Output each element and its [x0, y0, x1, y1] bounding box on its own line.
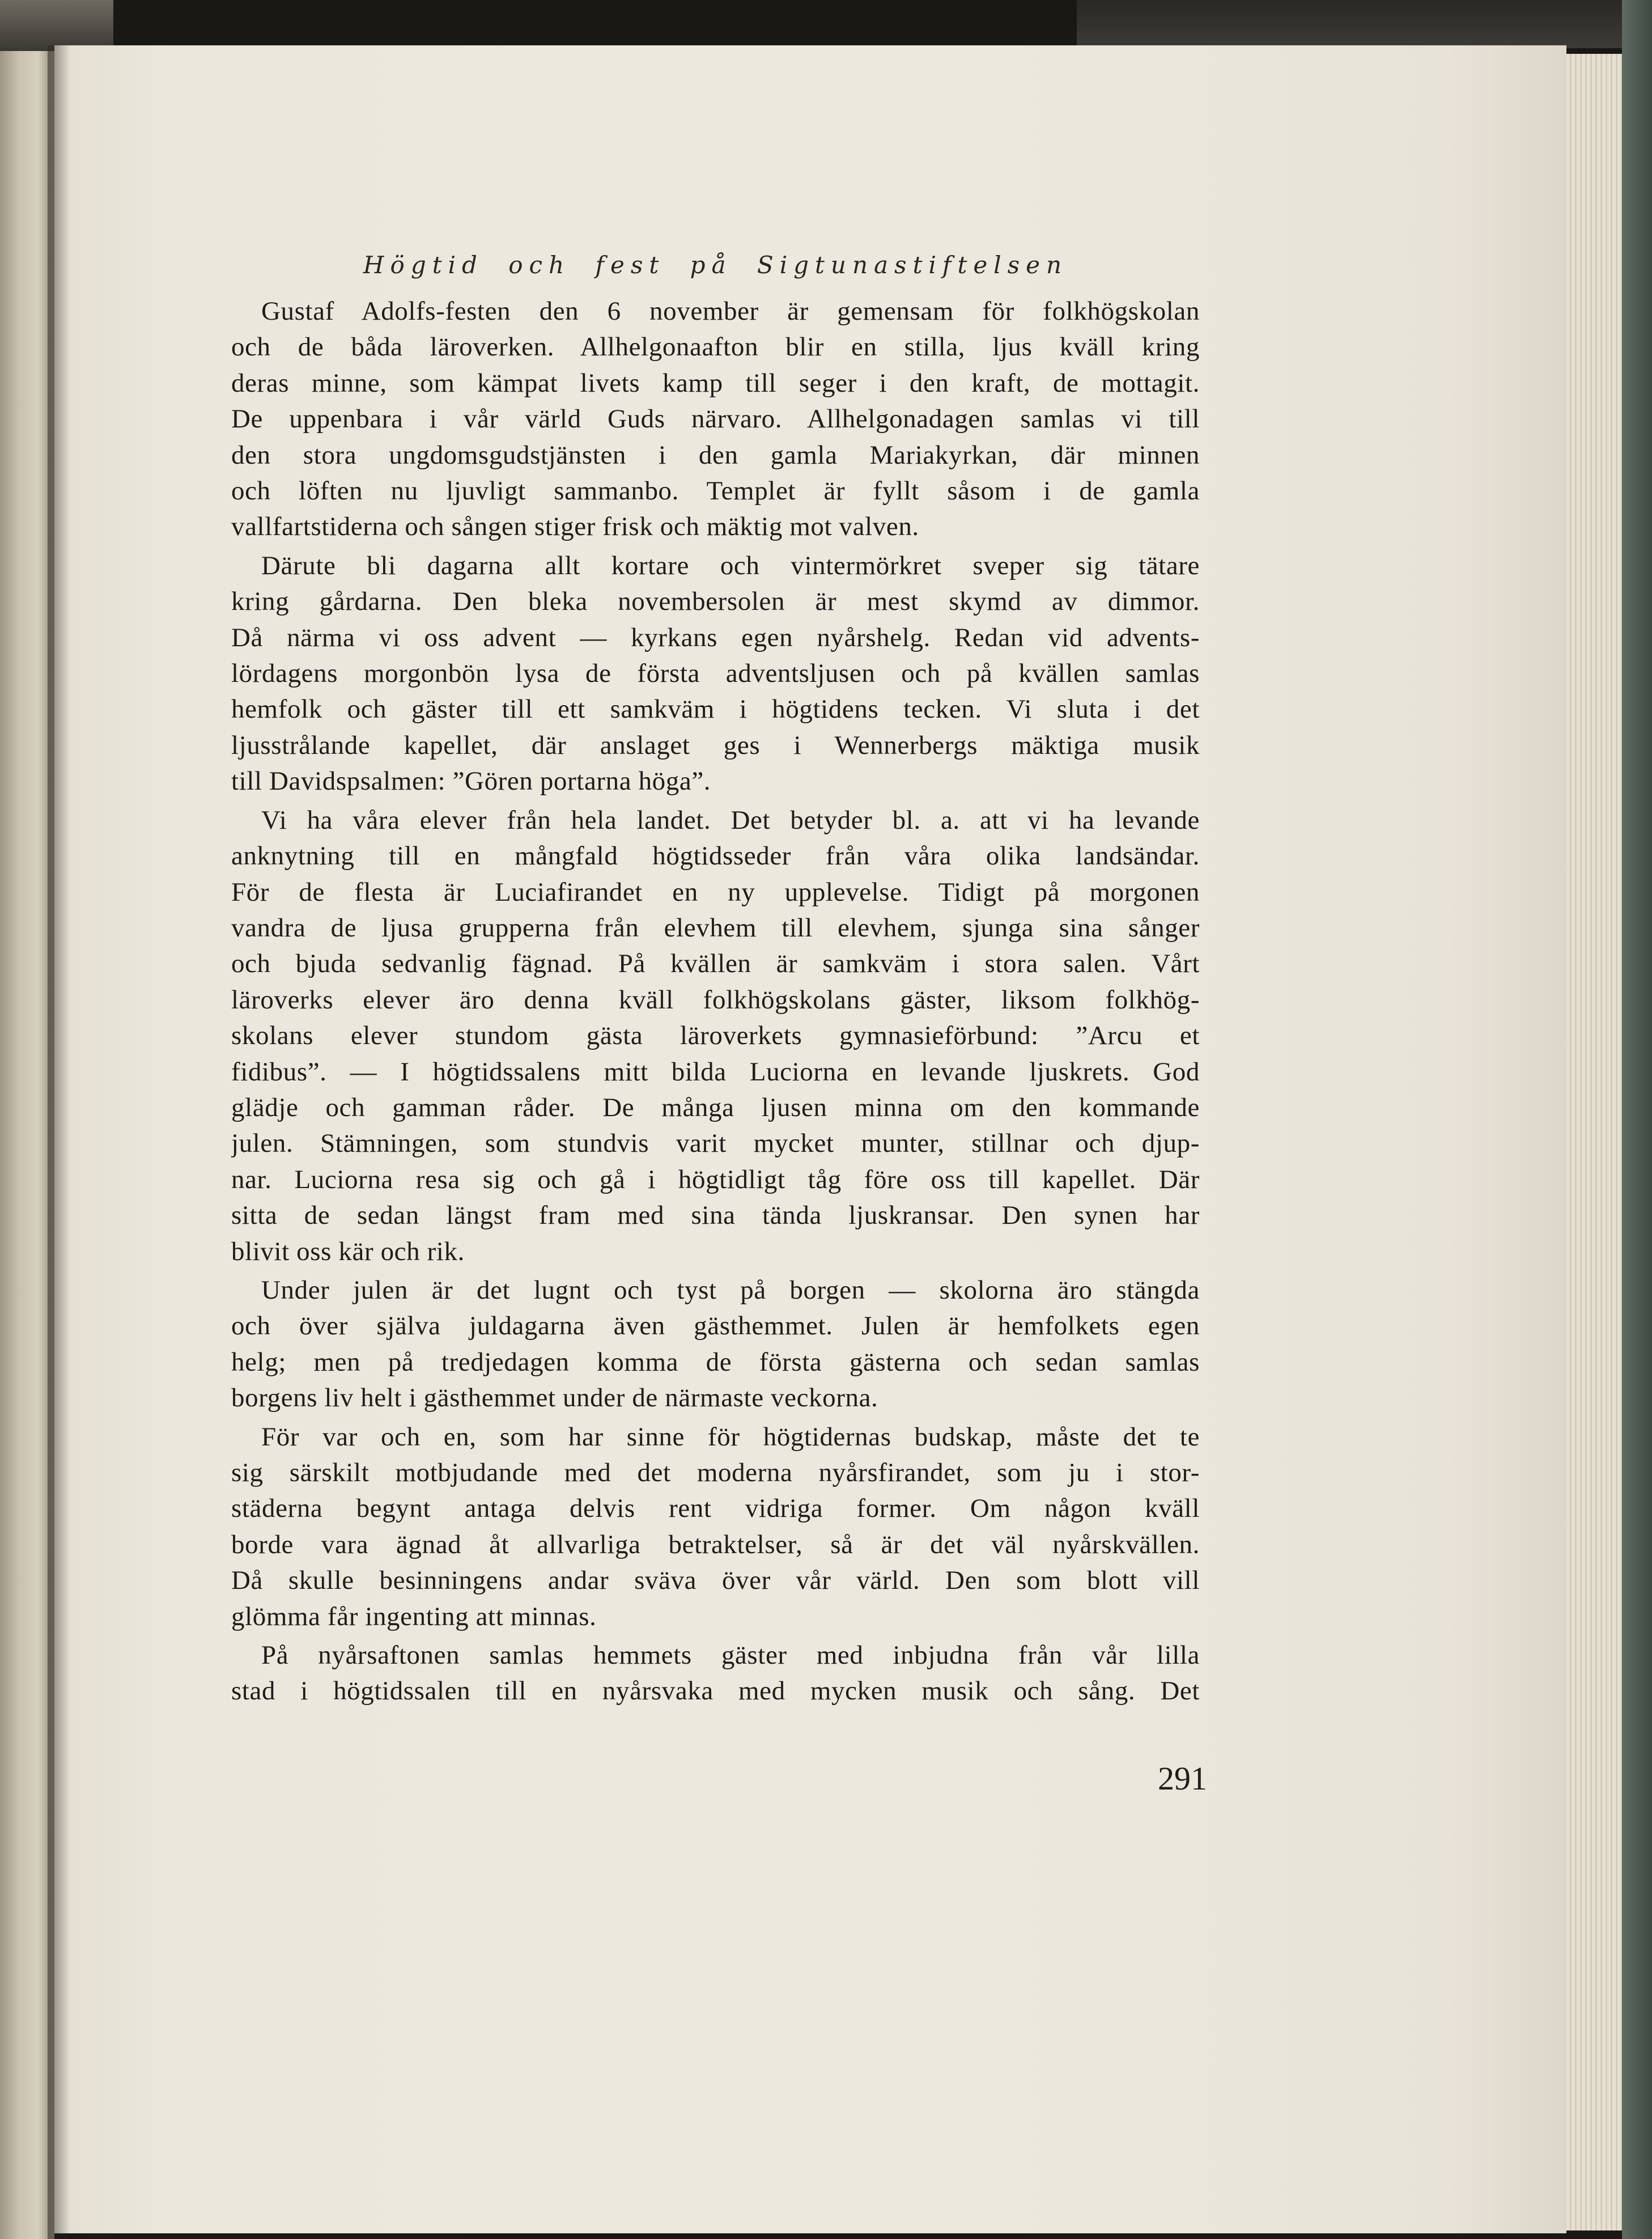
paragraph	[231, 1638, 1200, 1710]
top-left-cover-corner	[0, 0, 113, 51]
paragraph	[231, 1273, 1200, 1417]
body-text	[231, 294, 1200, 1712]
text-line: Gustaf Adolfs-festen den 6 november är gemensam för folkhögskolan	[261, 296, 1200, 326]
text-line: sig särskilt motbjudande med det moderna nyårsfirandet, som ju i stor-	[231, 1458, 1200, 1487]
text-line: skolans elever stundom gästa läroverkets gymnasieförbund: ”Arcu et	[231, 1021, 1200, 1051]
text-line: vandra de ljusa grupperna från elevhem till elevhem, sjunga sina sånger	[231, 913, 1200, 943]
text-line: den stora ungdomsgudstjänsten i den gamla Mariakyrkan, där minnen	[231, 440, 1200, 470]
page-number: 291	[1158, 1760, 1207, 1797]
text-line: Därute bli dagarna allt kortare och vintermörkret sveper sig tätare	[261, 550, 1200, 580]
text-line: hemfolk och gäster till ett samkväm i högtidens tecken. Vi sluta i det	[231, 694, 1200, 724]
text-line: till Davidspsalmen: ”Gören portarna höga”.	[231, 766, 711, 796]
text-line: borde vara ägnad åt allvarliga betraktelser, så är det väl nyårskvällen.	[231, 1529, 1200, 1559]
text-line: och över själva juldagarna även gästhemmet. Julen är hemfolkets egen	[231, 1311, 1200, 1341]
paragraph	[231, 294, 1200, 545]
text-line: läroverks elever äro denna kväll folkhögskolans gäster, liksom folkhög-	[231, 985, 1200, 1015]
text-line: Då skulle besinningens andar sväva över vår värld. Den som blott vill	[231, 1566, 1200, 1596]
left-page-edge	[0, 40, 54, 2239]
text-line: glömma får ingenting att minnas.	[231, 1601, 597, 1631]
text-line: På nyårsaftonen samlas hemmets gäster med inbjudna från vår lilla	[261, 1640, 1200, 1670]
text-line: kring gårdarna. Den bleka novembersolen är mest skymd av dimmor.	[231, 587, 1200, 617]
text-line: sitta de sedan längst fram med sina tända ljuskransar. Den synen har	[231, 1201, 1200, 1231]
text-line: ljusstrålande kapellet, där anslaget ges i Wennerbergs mäktiga musik	[231, 730, 1200, 760]
text-line: För de flesta är Luciafirandet en ny upplevelse. Tidigt på morgonen	[231, 877, 1200, 907]
top-right-cover	[1077, 0, 1652, 48]
text-line: och de båda läroverken. Allhelgonaafton blir en stilla, ljus kväll kring	[231, 332, 1200, 362]
text-line: städerna begynt antaga delvis rent vidriga former. Om någon kväll	[231, 1494, 1200, 1524]
text-line: julen. Stämningen, som stundvis varit mycket munter, stillnar och djup-	[231, 1129, 1200, 1159]
text-line: borgens liv helt i gästhemmet under de närmaste veckorna.	[231, 1383, 878, 1413]
text-line: lördagens morgonbön lysa de första adventsljusen och på kvällen samlas	[231, 659, 1200, 689]
text-line: glädje och gamman råder. De många ljusen minna om den kommande	[231, 1092, 1200, 1122]
text-line: nar. Luciorna resa sig och gå i högtidligt tåg före oss till kapellet. Där	[231, 1164, 1200, 1194]
text-line: Under julen är det lugnt och tyst på borgen — skolorna äro stängda	[261, 1275, 1200, 1305]
text-line: blivit oss kär och rik.	[231, 1236, 465, 1266]
text-line: och bjuda sedvanlig fägnad. På kvällen är samkväm i stora salen. Vårt	[231, 949, 1200, 979]
text-line: stad i högtidssalen till en nyårsvaka med mycken musik och sång. Det	[231, 1676, 1200, 1706]
text-line: fidibus”. — I högtidssalens mitt bilda Luciorna en levande ljuskrets. God	[231, 1057, 1200, 1087]
text-line: vallfartstiderna och sången stiger frisk och mäktig mot valven.	[231, 512, 919, 542]
text-line: Då närma vi oss advent — kyrkans egen nyårshelg. Redan vid advents-	[231, 622, 1200, 652]
text-line: Vi ha våra elever från hela landet. Det betyder bl. a. att vi ha levande	[261, 805, 1200, 835]
text-line: För var och en, som har sinne för högtidernas budskap, måste det te	[261, 1422, 1200, 1452]
text-line: helg; men på tredjedagen komma de första gästerna och sedan samlas	[231, 1347, 1200, 1377]
gutter-shadow	[48, 45, 70, 2239]
text-line: anknytning till en mångfald högtidsseder från våra olika landsändar.	[231, 841, 1200, 871]
text-line: De uppenbara i vår värld Guds närvaro. Allhelgonadagen samlas vi till	[231, 404, 1200, 434]
right-book-cover	[1622, 0, 1652, 2239]
text-line: deras minne, som kämpat livets kamp till seger i den kraft, de mottagit.	[231, 368, 1200, 398]
stacked-page-edges	[1566, 54, 1623, 2230]
text-line: och löften nu ljuvligt sammanbo. Templet är fyllt såsom i de gamla	[231, 476, 1200, 506]
paragraph	[231, 548, 1200, 800]
paragraph	[231, 1419, 1200, 1635]
paragraph	[231, 803, 1200, 1270]
running-head: Högtid och fest på Sigtunastiftelsen	[363, 251, 1068, 279]
